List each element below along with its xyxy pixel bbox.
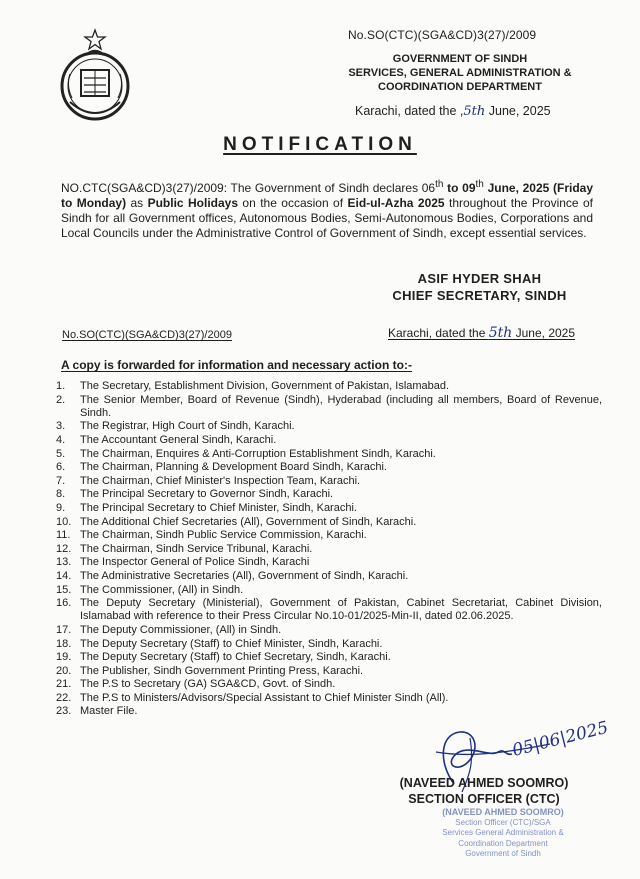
list-item-number: 17. [56,623,72,636]
list-item-text: The Publisher, Sindh Government Printing Press, Karachi. [80,664,364,677]
list-item [56,665,602,678]
list-item-text: The Chairman, Enquires & Anti-Corruption Establishment Sindh, Karachi. [80,447,436,460]
list-item [56,556,602,569]
list-item-number: 5. [56,447,66,460]
issue-date: Karachi, dated the ,5th June, 2025 [355,104,551,119]
list-item-text: The Administrative Secretaries (All), Government of Sindh, Karachi. [80,569,409,582]
list-item-text: The Chairman, Chief Minister's Inspection Team, Karachi. [80,474,361,487]
department-header [318,52,602,94]
list-item-number: 12. [56,542,72,555]
list-item [56,488,602,501]
list-item-number: 8. [56,488,66,501]
reference-number: No.SO(CTC)(SGA&CD)3(27)/2009 [348,28,537,42]
list-item [56,502,602,515]
list-item [56,624,602,637]
handwritten-day: 5th [488,325,513,341]
list-item-text: The Secretary, Establishment Division, Government of Pakistan, Islamabad. [80,380,450,392]
list-item [56,394,602,420]
list-item-number: 1. [56,380,66,392]
list-item [56,420,602,433]
list-item-number: 10. [56,515,72,528]
list-item [56,651,602,664]
list-item-number: 22. [56,691,72,704]
list-item-number: 18. [56,637,72,650]
stamp-line: (NAVEED AHMED SOOMRO) [442,807,564,817]
list-item-number: 23. [56,705,72,718]
stamp-line: Coordination Department [458,838,548,848]
list-item-text: The Deputy Secretary (Staff) to Chief Minister, Sindh, Karachi. [80,637,383,650]
list-item-text: The Chairman, Planning & Development Board Sindh, Karachi. [80,461,387,474]
document-title: NOTIFICATION [223,134,417,155]
list-item [56,597,602,623]
list-item-text: The Deputy Commissioner, (All) in Sindh. [80,623,282,636]
list-item [56,475,602,488]
list-item-text: The Deputy Secretary (Ministerial), Government of Pakistan, Cabinet Secretariat, Cabinet Division, Islamabad with reference to their Press Circular No.10-01/2025-Min-II, dated 02.06.2025. [80,597,602,623]
list-item [56,678,602,691]
list-item-text: The P.S to Ministers/Advisors/Special Assistant to Chief Minister Sindh (All). [80,691,449,704]
list-item-number: 7. [56,474,66,487]
distribution-list [56,380,602,719]
stamp-line: Government of Sindh [465,849,541,858]
list-item-number: 13. [56,556,72,569]
list-item-text: The Principal Secretary to Governor Sindh, Karachi. [80,488,334,501]
list-item [56,380,602,393]
list-item [56,543,602,556]
handwritten-day: 5th [463,104,486,119]
signatory-title: SECTION OFFICER (CTC) [408,792,560,806]
signatory-name: ASIF HYDER SHAH [417,271,542,286]
list-item-text: The Registrar, High Court of Sindh, Karachi. [80,420,295,433]
list-item [56,692,602,705]
department-line: COORDINATION DEPARTMENT [378,81,542,93]
list-item-number: 20. [56,664,72,677]
signatory-title: CHIEF SECRETARY, SINDH [392,288,567,303]
list-item-number: 11. [56,529,71,542]
list-item-number: 16. [56,597,72,610]
list-item-number: 15. [56,583,72,596]
list-item-number: 14. [56,569,72,582]
list-item [56,638,602,651]
list-item-text: The Additional Chief Secretaries (All), Government of Sindh, Karachi. [80,515,417,528]
list-item-text: The P.S to Secretary (GA) SGA&CD, Govt. of Sindh. [80,678,336,691]
list-item-text: The Commissioner, (All) in Sindh. [80,583,244,596]
copy-issue-date: Karachi, dated the 5th June, 2025 [388,325,576,341]
list-item [56,584,602,597]
stamp-line: Section Officer (CTC)/SGA [455,817,551,827]
list-item-text: The Chairman, Sindh Public Service Commission, Karachi. [80,529,367,542]
section-officer-signatory [384,775,584,807]
department-line: GOVERNMENT OF SINDH [392,53,528,65]
list-item-number: 4. [56,433,66,446]
notification-body: NO.CTC(SGA&CD)3(27)/2009: The Government of Sindh declares 06th to 09th June, 2025 (Friday to Monday) as Public Holidays on the occasion of Eid-ul-Azha 2025 throughout the Province of Sindh for all Government offices, Autonomous Bodies, Semi-Autonomous Bodies, Corporations and Local Councils under the Administrative Control of Government of Sindh, except essential services. [61,179,594,240]
list-item-number: 3. [56,420,66,433]
list-item [56,461,602,474]
signatory-name: (NAVEED AHMED SOOMRO) [399,776,569,790]
list-item [56,570,602,583]
copy-reference-number: No.SO(CTC)(SGA&CD)3(27)/2009 [62,329,232,341]
list-item-text: The Deputy Secretary (Staff) to Chief Secretary, Sindh, Karachi. [80,651,391,664]
list-item-text: The Accountant General Sindh, Karachi. [80,433,277,446]
distribution-heading: A copy is forwarded for information and necessary action to:- [61,358,412,372]
chief-secretary-signatory [372,270,587,304]
government-of-sindh-emblem-icon [56,28,134,124]
stamp-line: Services General Administration & [442,828,564,837]
list-item-text: The Principal Secretary to Chief Minister, Sindh, Karachi. [80,501,357,514]
list-item-text: Master File. [80,705,138,718]
department-line: SERVICES, GENERAL ADMINISTRATION & [348,67,572,79]
list-item-number: 2. [56,393,66,406]
list-item [56,448,602,461]
list-item [56,434,602,447]
list-item [56,529,602,542]
list-item-number: 9. [56,501,66,514]
list-item-number: 19. [56,651,72,664]
signature-date: 05|06|2025 [510,717,611,761]
list-item-number: 6. [56,461,66,474]
list-item [56,516,602,529]
list-item-text: The Chairman, Sindh Service Tribunal, Karachi. [80,542,313,555]
list-item-text: The Senior Member, Board of Revenue (Sindh), Hyderabad (including all members, Board of Revenue, Sindh. [80,393,602,419]
list-item-number: 21. [56,678,72,691]
list-item-text: The Inspector General of Police Sindh, Karachi [80,556,310,569]
official-stamp [418,807,588,860]
